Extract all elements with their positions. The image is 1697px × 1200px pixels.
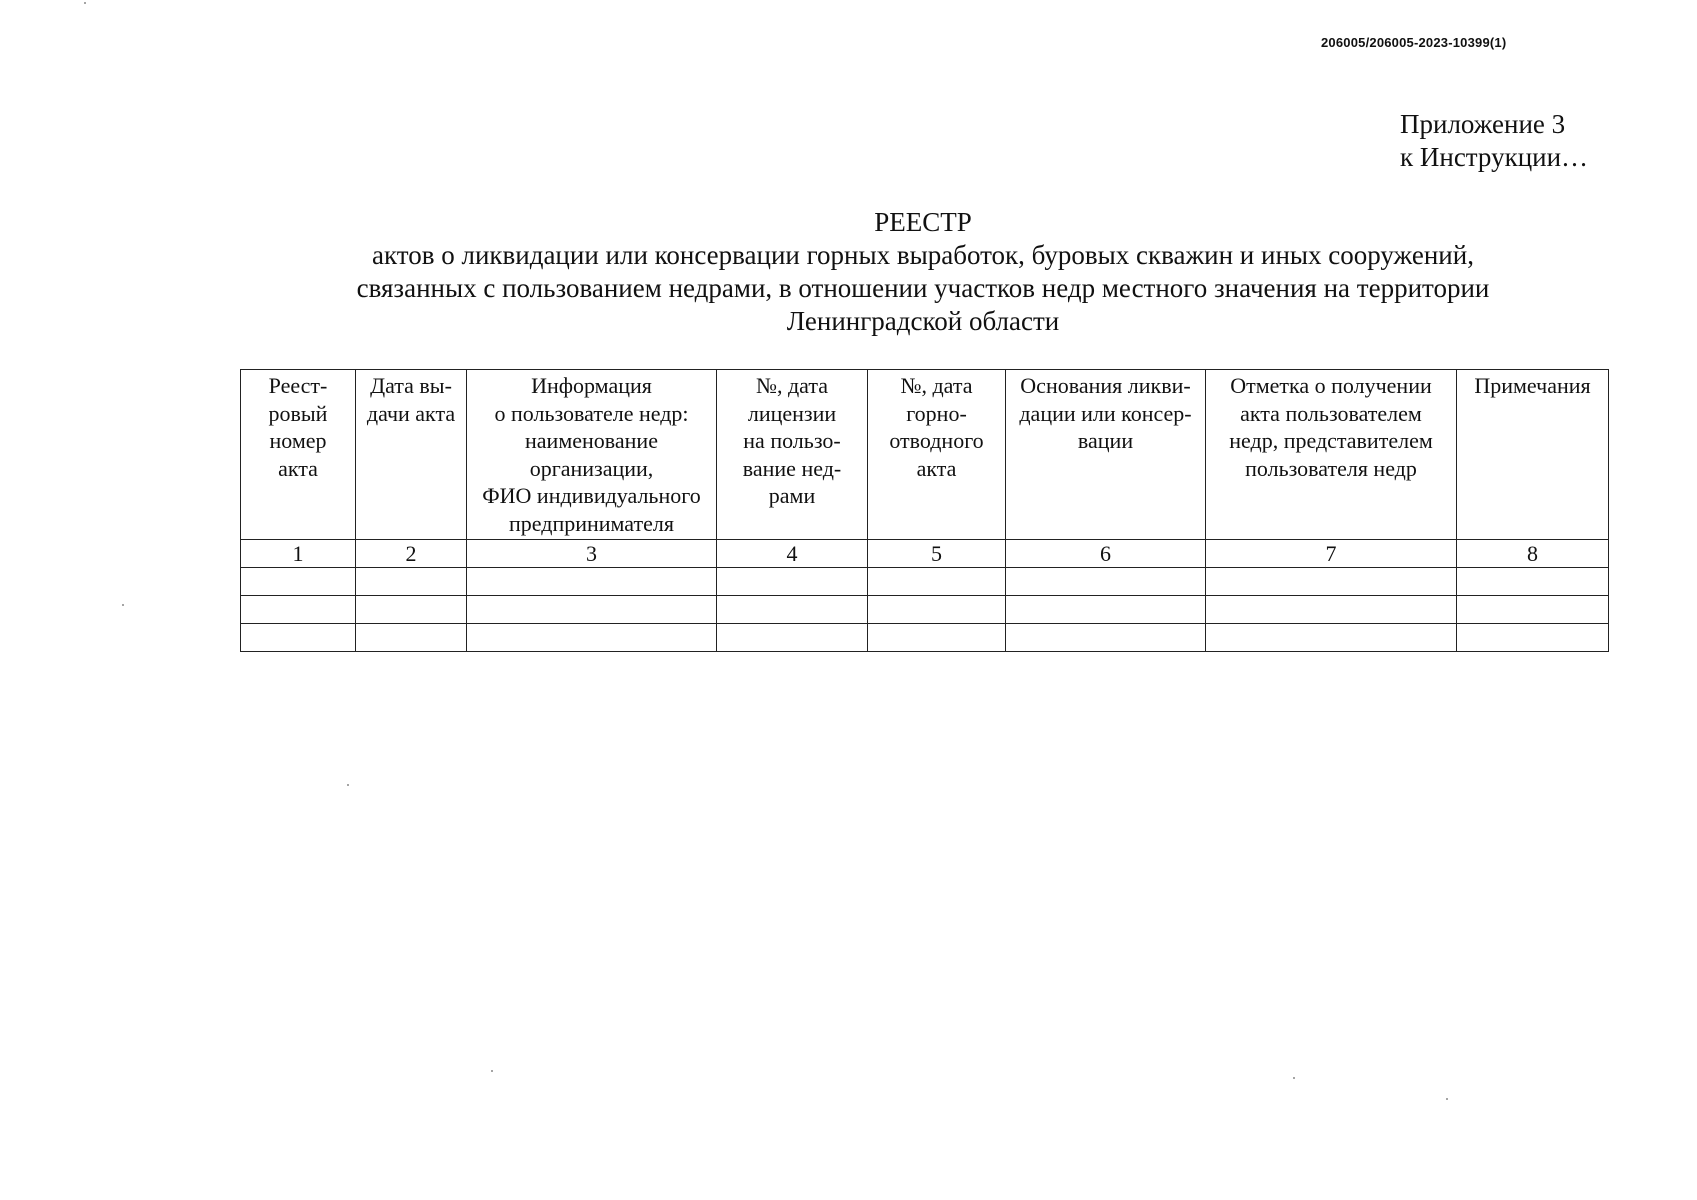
column-header-line: отводного — [889, 428, 984, 453]
scan-speck — [84, 2, 86, 4]
column-header-line: вации — [1077, 428, 1134, 453]
column-header-line: акта пользователем — [1240, 400, 1422, 426]
column-header-line: акта — [916, 455, 957, 481]
column-header-grounds — [1006, 370, 1206, 540]
scan-speck — [122, 604, 124, 606]
title-line-1: актов о ликвидации или консервации горных выработок, буровых скважин и иных сооружений, — [372, 240, 1474, 270]
table-cell — [868, 624, 1006, 652]
table-cell — [241, 624, 356, 652]
column-header-issue-date — [356, 370, 467, 540]
column-header-line: Реест- — [268, 373, 328, 398]
table-cell — [241, 568, 356, 596]
column-number: 1 — [241, 540, 356, 568]
column-header-line: дачи акта — [366, 400, 456, 426]
column-number: 6 — [1006, 540, 1206, 568]
column-header-line: о пользователе недр: — [494, 400, 689, 426]
table-cell — [717, 624, 868, 652]
column-number: 3 — [467, 540, 717, 568]
column-header-notes — [1457, 370, 1609, 540]
column-header-registry-number — [241, 370, 356, 540]
table-cell — [1006, 568, 1206, 596]
column-number: 4 — [717, 540, 868, 568]
column-header-line: предпринимателя — [509, 510, 674, 536]
table-cell — [467, 596, 717, 624]
table-cell — [241, 596, 356, 624]
table-row — [241, 568, 1609, 596]
column-header-line: ровый — [268, 400, 328, 426]
column-header-line: лицензии — [747, 400, 837, 426]
column-header-line: Примечания — [1474, 373, 1591, 398]
registry-title — [240, 206, 1606, 338]
column-header-line: наименование — [525, 428, 658, 453]
table-header-row — [241, 370, 1609, 540]
column-header-line: на пользо- — [743, 428, 841, 453]
column-header-line: Информация — [531, 373, 652, 398]
column-header-line: №, дата — [755, 373, 829, 398]
table-cell — [1206, 596, 1457, 624]
table-cell — [868, 568, 1006, 596]
column-header-line: номер — [269, 428, 327, 453]
table-cell — [467, 568, 717, 596]
table-cell — [1006, 624, 1206, 652]
column-header-mining-allotment-act — [868, 370, 1006, 540]
column-header-line: Отметка о получении — [1230, 373, 1432, 398]
table-cell — [1457, 596, 1609, 624]
column-header-line: Основания ликви- — [1020, 373, 1191, 398]
table-cell — [467, 624, 717, 652]
registry-table — [240, 369, 1609, 652]
table-cell — [717, 596, 868, 624]
column-number-row — [241, 540, 1609, 568]
column-number: 8 — [1457, 540, 1609, 568]
column-header-line: Дата вы- — [370, 373, 452, 398]
column-header-line: рами — [768, 483, 816, 508]
table-cell — [1206, 568, 1457, 596]
column-number: 5 — [868, 540, 1006, 568]
appendix-line-1: Приложение 3 — [1400, 109, 1566, 139]
appendix-note — [1400, 108, 1588, 174]
column-header-receipt-mark — [1206, 370, 1457, 540]
column-number: 7 — [1206, 540, 1457, 568]
column-header-line: ФИО индивидуального — [482, 483, 701, 508]
table-cell — [356, 596, 467, 624]
title-heading: РЕЕСТР — [874, 207, 972, 237]
table-cell — [868, 596, 1006, 624]
scan-speck — [1293, 1077, 1295, 1079]
column-header-line: дации или консер- — [1019, 400, 1192, 426]
table-cell — [1457, 568, 1609, 596]
table-row — [241, 596, 1609, 624]
table-cell — [356, 624, 467, 652]
column-header-line: №, дата — [900, 373, 973, 398]
scan-speck — [1446, 1098, 1448, 1100]
table-cell — [1457, 624, 1609, 652]
appendix-line-2: к Инструкции… — [1400, 142, 1589, 172]
table-cell — [1006, 596, 1206, 624]
title-line-2: связанных с пользованием недрами, в отношении участков недр местного значения на территории — [356, 273, 1490, 303]
column-header-line: горно- — [906, 400, 967, 426]
table-cell — [717, 568, 868, 596]
scan-speck — [491, 1070, 493, 1072]
document-id: 206005/206005-2023-10399(1) — [1321, 35, 1507, 50]
column-header-line: акта — [278, 455, 318, 481]
column-header-line: недр, представителем — [1229, 428, 1433, 453]
table-cell — [356, 568, 467, 596]
table-row — [241, 624, 1609, 652]
table-cell — [1206, 624, 1457, 652]
column-header-subsoil-user-info — [467, 370, 717, 540]
column-header-line: вание нед- — [742, 455, 842, 481]
scan-speck — [347, 784, 349, 786]
title-line-3: Ленинградской области — [786, 306, 1060, 336]
column-header-license — [717, 370, 868, 540]
column-header-line: организации, — [529, 455, 654, 481]
column-header-line: пользователя недр — [1245, 455, 1417, 481]
column-number: 2 — [356, 540, 467, 568]
